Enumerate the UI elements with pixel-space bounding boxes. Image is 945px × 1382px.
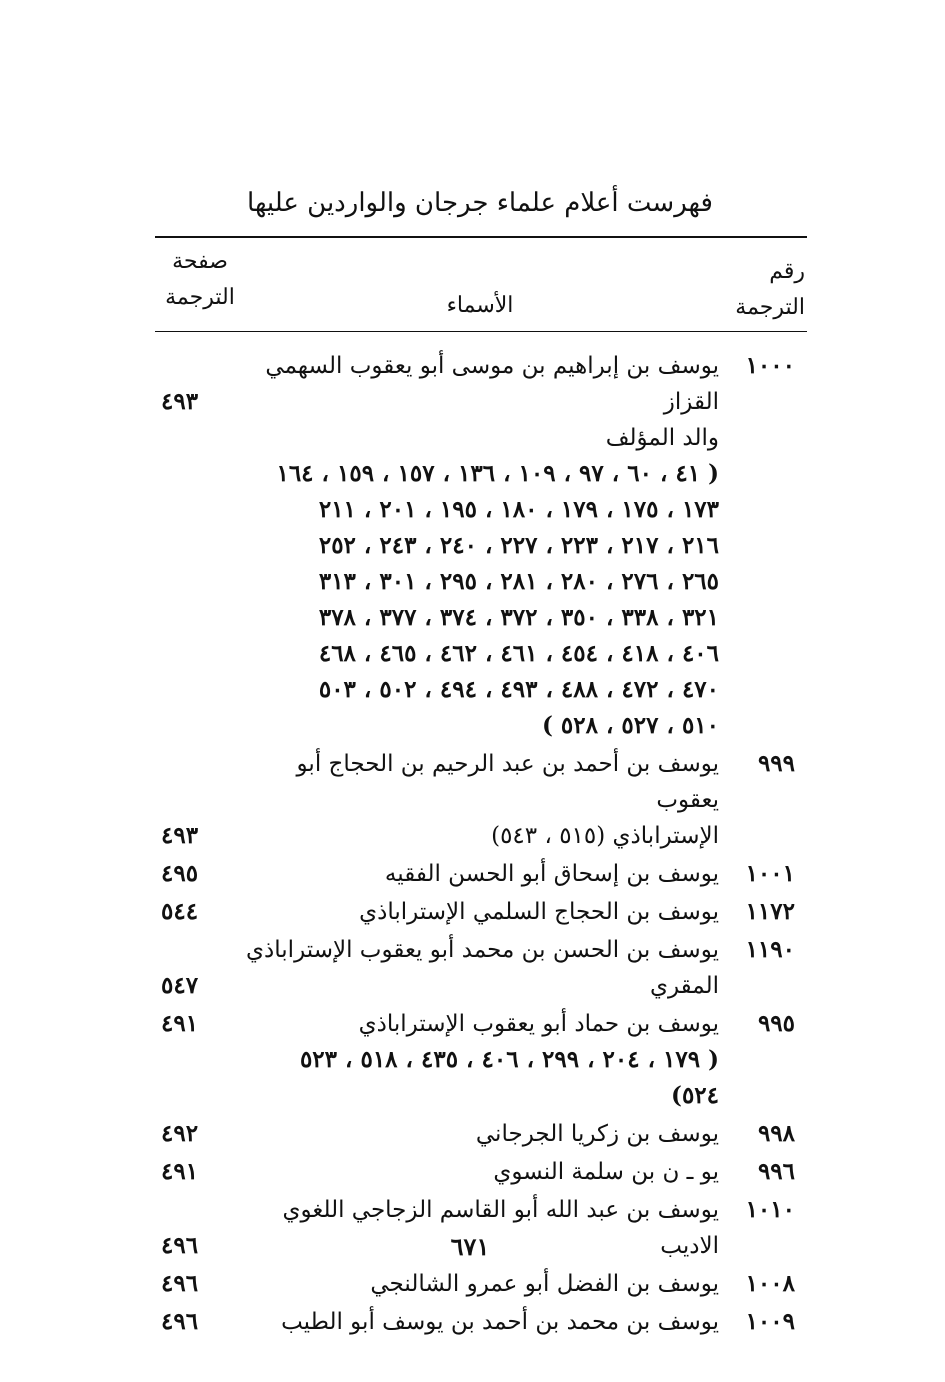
entry-body <box>235 1116 719 1152</box>
entry-number: ١٠٠٨ <box>745 1270 795 1297</box>
page-number: ٦٧١ <box>450 1232 490 1261</box>
entry-page: ٤٩١ <box>161 1010 199 1037</box>
index-entry <box>155 1304 807 1340</box>
entry-name-line: يوسف بن الحسن بن محمد أبو يعقوب الإستراباذي المقري <box>246 937 719 999</box>
entry-name-line: والد المؤلف <box>605 425 719 451</box>
entry-page: ٥٤٧ <box>161 972 199 999</box>
entry-reference-line: ٤٠٦ ، ٤١٨ ، ٤٥٤ ، ٤٦١ ، ٤٦٢ ، ٤٦٥ ، ٤٦٨ <box>318 640 719 667</box>
entry-page: ٤٩٣ <box>161 822 199 849</box>
entry-page: ٤٩٥ <box>161 860 199 887</box>
entry-name-line: يوسف بن الحجاج السلمي الإستراباذي <box>359 899 719 925</box>
index-entry <box>155 746 807 854</box>
entry-body <box>235 746 719 854</box>
index-entries <box>155 348 807 1340</box>
entry-number: ٩٩٦ <box>757 1158 795 1185</box>
entry-page: ٤٩٣ <box>161 388 199 415</box>
entry-reference-line: ( ١٧٩ ، ٢٠٤ ، ٢٩٩ ، ٤٠٦ ، ٤٣٥ ، ٥١٨ ، ٥٢٣ <box>299 1046 719 1073</box>
names-column-header: الأسماء <box>446 293 514 318</box>
entry-page: ٤٩٦ <box>161 1270 199 1297</box>
index-entry <box>155 1154 807 1190</box>
index-entry <box>155 856 807 892</box>
entry-reference-line: ٢١٦ ، ٢١٧ ، ٢٢٣ ، ٢٢٧ ، ٢٤٠ ، ٢٤٣ ، ٢٥٢ <box>318 532 719 559</box>
entry-body <box>235 1154 719 1190</box>
entry-number: ٩٩٩ <box>757 750 795 777</box>
index-entry <box>155 1266 807 1302</box>
entry-reference-line: ٤٧٠ ، ٤٧٢ ، ٤٨٨ ، ٤٩٣ ، ٤٩٤ ، ٥٠٢ ، ٥٠٣ <box>318 676 719 703</box>
entry-number: ٩٩٥ <box>757 1010 795 1037</box>
index-entry <box>155 894 807 930</box>
entry-page: ٤٩١ <box>161 1158 199 1185</box>
entry-name-line: يوسف بن إبراهيم بن موسى أبو يعقوب السهمي القزاز <box>265 353 719 415</box>
entry-body <box>235 1006 719 1114</box>
header-rule-bottom <box>155 331 807 332</box>
header-rule-top <box>155 236 807 238</box>
entry-name-line: يوسف بن زكريا الجرجاني <box>475 1121 719 1147</box>
entry-body <box>235 856 719 892</box>
entry-name-line: يوسف بن عبد الله أبو القاسم الزجاجي اللغوي الاديب <box>282 1197 719 1259</box>
entry-reference-line: ٥٢٤) <box>671 1082 719 1109</box>
entry-reference-line: ٢٦٥ ، ٢٧٦ ، ٢٨٠ ، ٢٨١ ، ٢٩٥ ، ٣٠١ ، ٣١٣ <box>318 568 719 595</box>
entry-name-line: يوسف بن حماد أبو يعقوب الإستراباذي <box>358 1011 719 1037</box>
entry-name-line: يو ـ ن بن سلمة النسوي <box>493 1159 719 1185</box>
index-entry <box>155 1006 807 1114</box>
entry-name-line: الإستراباذي (٥١٥ ، ٥٤٣) <box>491 823 719 849</box>
index-entry <box>155 348 807 744</box>
number-label-2: الترجمة <box>735 295 805 320</box>
entry-number: ١٠٠٠ <box>745 352 795 379</box>
index-entry <box>155 1116 807 1152</box>
entry-reference-line: ( ٤١ ، ٦٠ ، ٩٧ ، ١٠٩ ، ١٣٦ ، ١٥٧ ، ١٥٩ ، ١٦٤ <box>276 460 719 487</box>
entry-body <box>235 1304 719 1340</box>
entry-number: ١٠٠٩ <box>745 1308 795 1335</box>
entry-number: ١١٧٢ <box>745 898 795 925</box>
entry-body <box>235 894 719 930</box>
entry-page: ٥٤٤ <box>161 898 199 925</box>
page-label-2: الترجمة <box>165 285 235 310</box>
entry-reference-line: ٥١٠ ، ٥٢٧ ، ٥٢٨ ) <box>542 712 719 739</box>
running-title: فهرست أعلام علماء جرجان والواردين عليها <box>247 188 713 218</box>
page-label-1: صفحة <box>172 249 228 274</box>
index-entry <box>155 932 807 1004</box>
entry-body <box>235 348 719 744</box>
entry-name-line: يوسف بن إسحاق أبو الحسن الفقيه <box>384 861 719 887</box>
entry-number: ١٠٠١ <box>745 860 795 887</box>
entry-reference-line: ٣٢١ ، ٣٣٨ ، ٣٥٠ ، ٣٧٢ ، ٣٧٤ ، ٣٧٧ ، ٣٧٨ <box>318 604 719 631</box>
entry-name-line: يوسف بن أحمد بن عبد الرحيم بن الحجاج أبو يعقوب <box>296 751 719 813</box>
entry-name-line: يوسف بن الفضل أبو عمرو الشالنجي <box>370 1271 719 1297</box>
entry-number: ١٠١٠ <box>745 1196 795 1223</box>
entry-number: ٩٩٨ <box>757 1120 795 1147</box>
entry-page: ٤٩٦ <box>161 1232 199 1259</box>
entry-reference-line: ١٧٣ ، ١٧٥ ، ١٧٩ ، ١٨٠ ، ١٩٥ ، ٢٠١ ، ٢١١ <box>318 496 719 523</box>
entry-name-line: يوسف بن محمد بن أحمد بن يوسف أبو الطيب <box>281 1309 719 1335</box>
entry-page: ٤٩٦ <box>161 1308 199 1335</box>
entry-number: ١١٩٠ <box>745 936 795 963</box>
entry-page: ٤٩٢ <box>161 1120 199 1147</box>
number-column-header <box>715 254 805 326</box>
number-label-1: رقم <box>769 259 805 284</box>
entry-body <box>235 932 719 1004</box>
page-column-header <box>160 244 240 316</box>
entry-body <box>235 1266 719 1302</box>
